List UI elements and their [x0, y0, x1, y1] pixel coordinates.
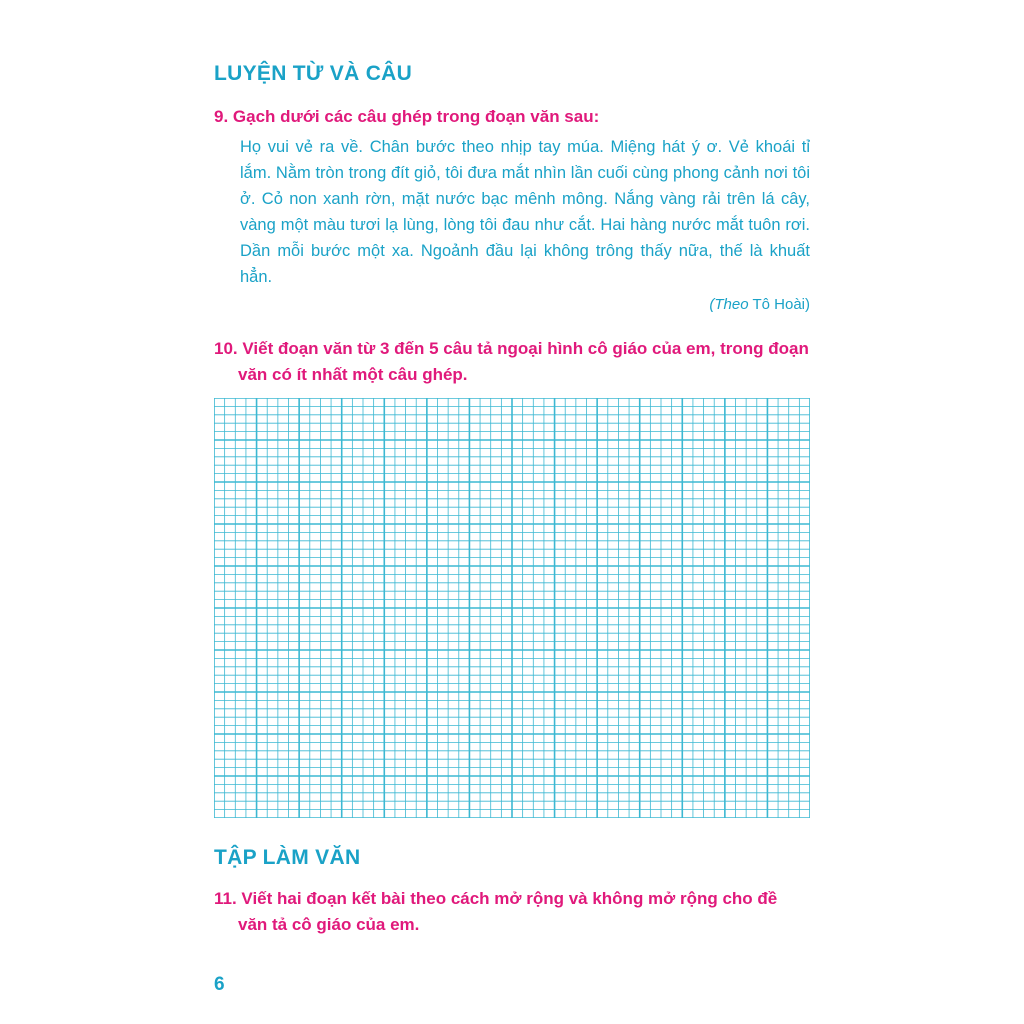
writing-grid[interactable] — [214, 398, 810, 818]
reading-passage — [240, 134, 810, 290]
writing-grid-svg — [214, 398, 810, 818]
passage-attribution — [709, 296, 810, 313]
task-11-prompt: 11. Viết hai đoạn kết bài theo cách mở rộng và không mở rộng cho đề văn tả cô giáo của em. — [214, 889, 778, 934]
section-heading-tap-lam-van: TẬP LÀM VĂN — [214, 846, 361, 869]
task-9-prompt: 9. Gạch dưới các câu ghép trong đoạn văn sau: — [214, 107, 600, 126]
section-heading-luyen-tu-va-cau: LUYỆN TỪ VÀ CÂU — [214, 62, 413, 85]
page-number: 6 — [214, 974, 225, 995]
passage-text: Họ vui vẻ ra về. Chân bước theo nhịp tay múa. Miệng hát ý ơ. Vẻ khoái tỉ lắm. Nằm tròn trong đít giỏ, tôi đưa mắt nhìn lần cuối cùng phong cảnh nơi tôi ở. Cỏ non xanh rờn, mặt nước bạc mênh mông. Nắng vàng rải trên lá cây, vàng một màu tươi lạ lùng, lòng tôi đau như cắt. Hai hàng nước mắt tuôn rơi. Dần mỗi bước một xa. Ngoảnh đầu lại không trông thấy nữa, thế là khuất hẳn. — [240, 138, 810, 286]
task-10-prompt: 10. Viết đoạn văn từ 3 đến 5 câu tả ngoại hình cô giáo của em, trong đoạn văn có ít nhất một câu ghép. — [214, 339, 809, 384]
attribution-author: Tô Hoài) — [748, 296, 810, 313]
attribution-prefix: (Theo — [709, 296, 749, 313]
